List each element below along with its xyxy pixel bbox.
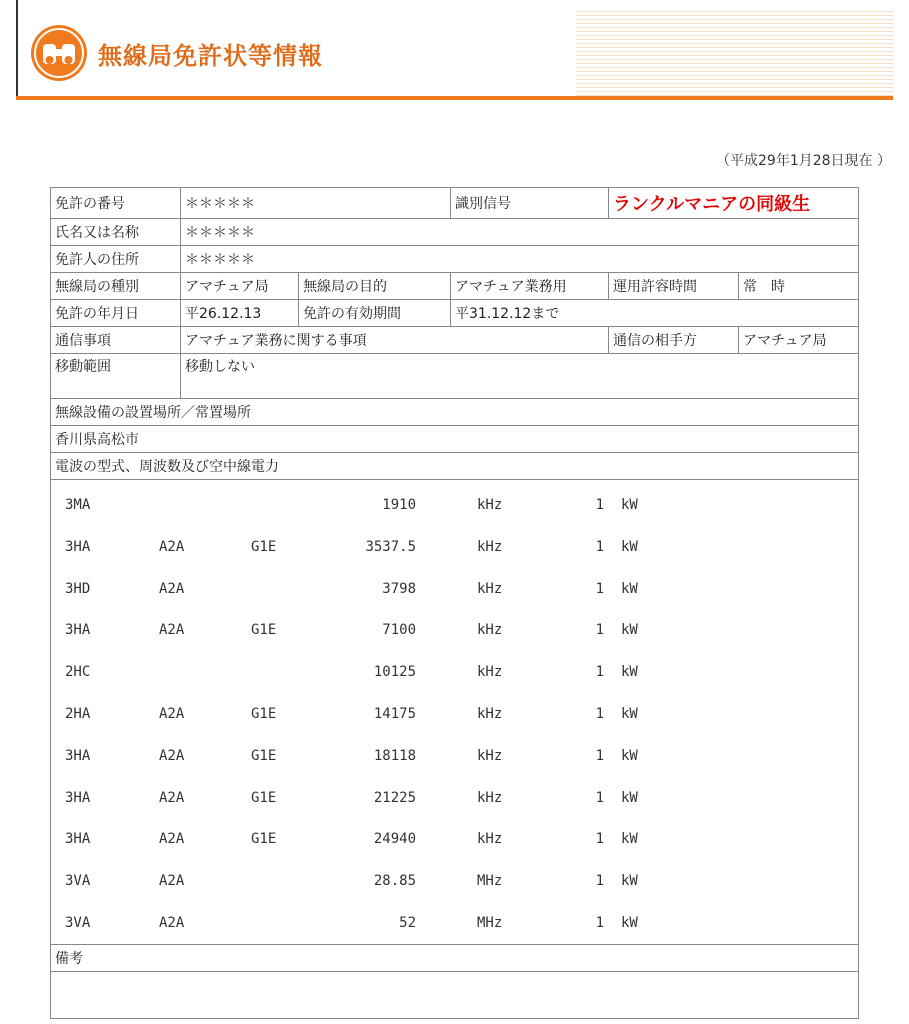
emission-type-1: 3VA (65, 915, 91, 931)
emissions-label: 電波の型式、周波数及び空中線電力 (51, 453, 859, 480)
emission-power-unit: kW (621, 831, 638, 848)
license-number-value: ＊＊＊＊＊ (181, 188, 451, 219)
callsign-label: 識別信号 (451, 188, 609, 219)
emission-frequency-unit: kHz (477, 706, 503, 722)
emission-type-1: 3HA (65, 747, 91, 764)
validity-label: 免許の有効期間 (299, 300, 451, 327)
table-row (51, 300, 859, 327)
emission-row (51, 581, 858, 601)
emission-type-1: 2HA (65, 706, 91, 722)
comm-partner-label: 通信の相手方 (609, 327, 739, 354)
table-row (51, 399, 859, 426)
emission-row (51, 622, 858, 642)
emission-power: 1 (595, 497, 605, 513)
emission-frequency: 14175 (373, 706, 417, 722)
emissions-cell (51, 480, 859, 945)
header-hatch-decoration (576, 10, 893, 96)
table-row (51, 453, 859, 480)
emission-power: 1 (595, 622, 605, 639)
table-row (51, 945, 859, 972)
emission-type-1: 3HA (65, 538, 91, 555)
emission-type-2: A2A (159, 831, 185, 848)
emission-type-1: 3HA (65, 622, 91, 639)
emission-type-2: A2A (159, 915, 185, 931)
emission-power-unit: kW (621, 915, 638, 931)
as-of-date: （平成29年1月28日現在 ） (716, 153, 891, 169)
emission-type-1: 3MA (65, 497, 91, 513)
emission-type-1: 2HC (65, 664, 91, 681)
emission-frequency: 24940 (373, 831, 417, 848)
emission-type-3: G1E (251, 747, 277, 764)
table-row (51, 426, 859, 453)
operating-hours-label: 運用許容時間 (609, 273, 739, 300)
station-type-value: アマチュア局 (181, 273, 299, 300)
emission-power-unit: kW (621, 873, 638, 890)
emission-frequency: 10125 (373, 664, 417, 681)
table-row (51, 480, 859, 945)
emission-power: 1 (595, 915, 605, 931)
emission-power-unit: kW (621, 622, 638, 639)
page-title: 無線局免許状等情報 (98, 42, 323, 70)
emission-power-unit: kW (621, 664, 638, 681)
emission-type-3: G1E (251, 789, 277, 806)
mobility-label: 移動範囲 (51, 354, 181, 399)
emission-power-unit: kW (621, 580, 638, 597)
purpose-value: アマチュア業務用 (451, 273, 609, 300)
emission-type-3: G1E (251, 622, 277, 639)
emission-power: 1 (595, 747, 605, 764)
emission-power: 1 (595, 831, 605, 848)
page-header (16, 0, 893, 100)
emission-power: 1 (595, 538, 605, 555)
emission-power: 1 (595, 873, 605, 890)
location-label: 無線設備の設置場所／常置場所 (51, 399, 859, 426)
license-table (50, 187, 859, 1019)
table-row (51, 219, 859, 246)
table-row (51, 327, 859, 354)
emission-row (51, 873, 858, 893)
license-number-label: 免許の番号 (51, 188, 181, 219)
emission-type-3: G1E (251, 538, 277, 555)
emission-frequency-unit: kHz (477, 789, 503, 806)
emission-frequency-unit: MHz (477, 915, 503, 931)
emissions-list (51, 480, 858, 944)
emission-row (51, 664, 858, 684)
emission-power-unit: kW (621, 706, 638, 722)
emission-row (51, 748, 858, 768)
emission-type-2: A2A (159, 580, 185, 597)
emission-frequency: 3798 (382, 580, 417, 597)
name-value: ＊＊＊＊＊ (181, 219, 859, 246)
operating-hours-value: 常 時 (739, 273, 859, 300)
emission-frequency: 21225 (373, 789, 417, 806)
emission-type-1: 3HA (65, 789, 91, 806)
emission-frequency-unit: kHz (477, 538, 503, 555)
emission-frequency-unit: kHz (477, 497, 503, 513)
emission-row (51, 915, 858, 935)
header-orange-bar (16, 96, 893, 100)
emission-power-unit: kW (621, 497, 638, 513)
header-left-rule (16, 0, 18, 100)
remarks-label: 備考 (51, 945, 859, 972)
emission-type-2: A2A (159, 706, 185, 722)
binoculars-icon (30, 24, 88, 82)
emission-row (51, 706, 858, 726)
emission-frequency: 28.85 (373, 873, 417, 890)
station-type-label: 無線局の種別 (51, 273, 181, 300)
table-row (51, 273, 859, 300)
validity-value: 平31.12.12まで (451, 300, 859, 327)
emission-frequency-unit: kHz (477, 622, 503, 639)
emission-frequency-unit: kHz (477, 747, 503, 764)
issue-date-label: 免許の年月日 (51, 300, 181, 327)
emission-power: 1 (595, 580, 605, 597)
table-row (51, 354, 859, 399)
emission-power: 1 (595, 789, 605, 806)
address-value: ＊＊＊＊＊ (181, 246, 859, 273)
comm-matters-label: 通信事項 (51, 327, 181, 354)
emission-frequency-unit: kHz (477, 831, 503, 848)
emission-frequency: 1910 (382, 497, 417, 513)
emission-frequency-unit: MHz (477, 873, 503, 890)
table-row (51, 188, 859, 219)
issue-date-value: 平26.12.13 (181, 300, 299, 327)
mobility-value: 移動しない (181, 354, 859, 399)
emission-row (51, 539, 858, 559)
name-label: 氏名又は名称 (51, 219, 181, 246)
emission-type-1: 3HA (65, 831, 91, 848)
emission-frequency: 52 (399, 915, 417, 931)
emission-frequency: 7100 (382, 622, 417, 639)
emission-frequency: 3537.5 (365, 538, 417, 555)
comm-matters-value: アマチュア業務に関する事項 (181, 327, 609, 354)
emission-type-2: A2A (159, 873, 185, 890)
location-value: 香川県高松市 (51, 426, 859, 453)
emission-row (51, 790, 858, 810)
emission-power: 1 (595, 664, 605, 681)
emission-frequency: 18118 (373, 747, 417, 764)
comm-partner-value: アマチュア局 (739, 327, 859, 354)
callsign-value: ランクルマニアの同級生 (609, 188, 859, 219)
emission-type-2: A2A (159, 789, 185, 806)
emission-row (51, 497, 858, 517)
emission-power-unit: kW (621, 789, 638, 806)
emission-power: 1 (595, 706, 605, 722)
remarks-value (51, 972, 859, 1019)
emission-type-2: A2A (159, 538, 185, 555)
emission-type-1: 3HD (65, 580, 91, 597)
emission-type-3: G1E (251, 706, 277, 722)
table-row (51, 972, 859, 1019)
emission-type-2: A2A (159, 622, 185, 639)
emission-frequency-unit: kHz (477, 580, 503, 597)
emission-power-unit: kW (621, 747, 638, 764)
address-label: 免許人の住所 (51, 246, 181, 273)
emission-type-2: A2A (159, 747, 185, 764)
purpose-label: 無線局の目的 (299, 273, 451, 300)
emission-type-1: 3VA (65, 873, 91, 890)
emission-type-3: G1E (251, 831, 277, 848)
emission-power-unit: kW (621, 538, 638, 555)
table-row (51, 246, 859, 273)
emission-frequency-unit: kHz (477, 664, 503, 681)
emission-row (51, 831, 858, 851)
